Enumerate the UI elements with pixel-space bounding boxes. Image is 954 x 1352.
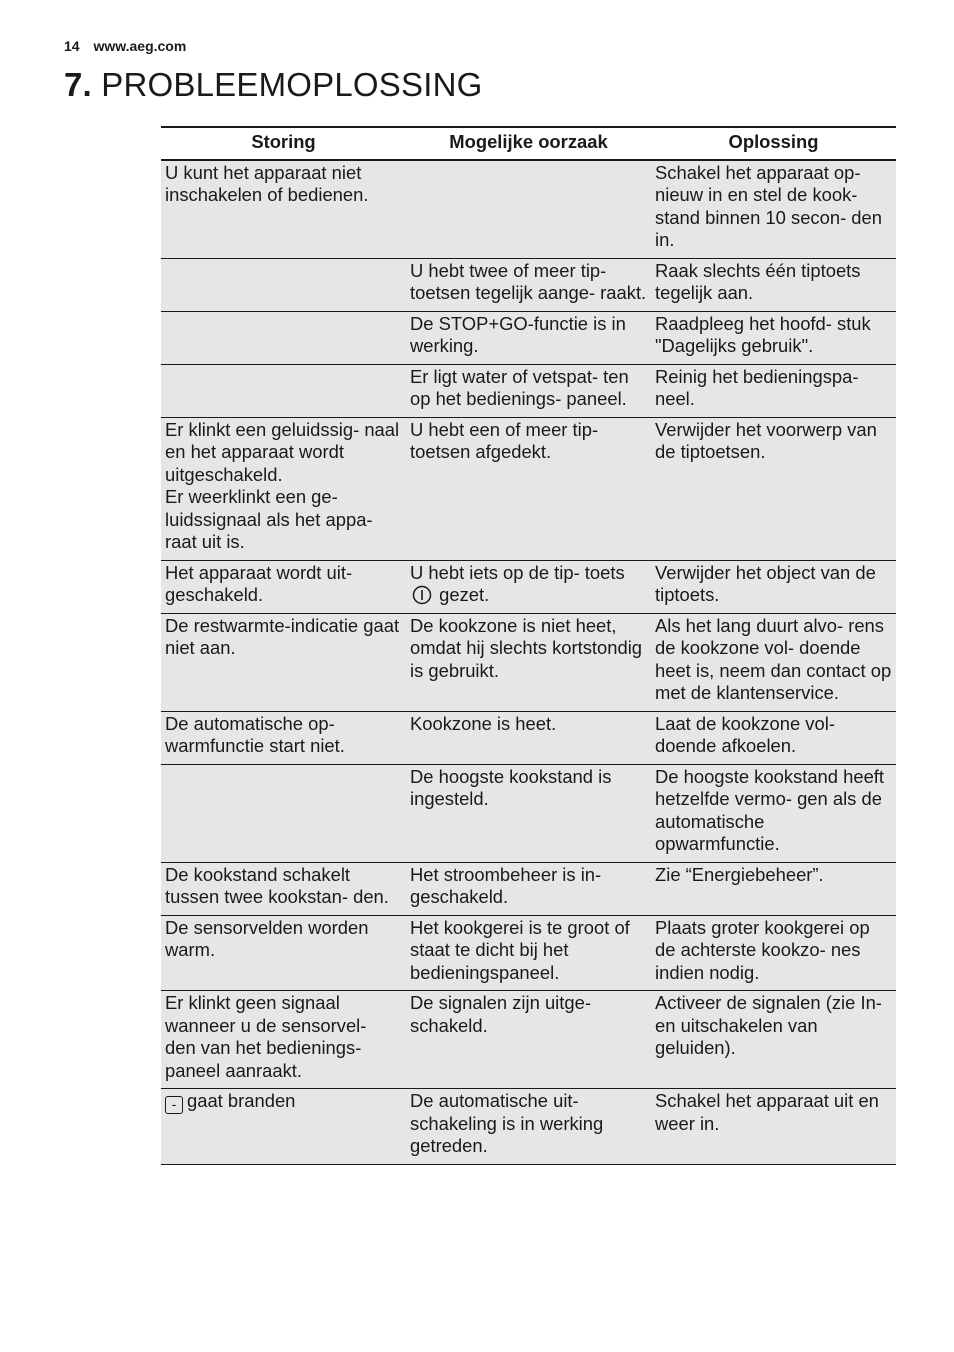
cell-oorzaak: Er ligt water of vetspat- ten op het bedienings- paneel.	[406, 364, 651, 417]
table-row	[161, 613, 896, 711]
table-header-row	[161, 127, 896, 160]
cell-oorzaak: U hebt een of meer tip- toetsen afgedekt.	[406, 417, 651, 560]
cell-storing: Er klinkt geen signaal wanneer u de sensorvel- den van het bedienings- paneel aanraakt.	[161, 991, 406, 1089]
cell-storing	[161, 417, 406, 560]
cell-oplossing: Als het lang duurt alvo- rens de kookzone vol- doende heet is, neem dan contact op met de klantenservice.	[651, 613, 896, 711]
cell-oorzaak	[406, 560, 651, 613]
table-row	[161, 364, 896, 417]
oorzaak-text: U hebt iets op de tip- toets	[410, 561, 625, 583]
table-row	[161, 160, 896, 259]
column-header-oplossing: Oplossing	[651, 127, 896, 160]
oorzaak-text-end: gezet.	[439, 584, 490, 605]
cell-storing	[161, 311, 406, 364]
cell-storing	[161, 764, 406, 862]
page-title	[64, 66, 482, 104]
cell-oorzaak: De signalen zijn uitge- schakeld.	[406, 991, 651, 1089]
troubleshooting-table	[161, 126, 896, 1165]
cell-oplossing: De hoogste kookstand heeft hetzelfde vermo- gen als de automatische opwarmfunctie.	[651, 764, 896, 862]
cell-storing: De automatische op- warmfunctie start niet.	[161, 711, 406, 764]
cell-oorzaak: De kookzone is niet heet, omdat hij slechts kortstondig is gebruikt.	[406, 613, 651, 711]
cell-oplossing: Zie “Energiebeheer”.	[651, 862, 896, 915]
cell-storing	[161, 364, 406, 417]
table-row	[161, 991, 896, 1089]
cell-oplossing: Verwijder het voorwerp van de tiptoetsen.	[651, 417, 896, 560]
cell-oorzaak: Het stroombeheer is in- geschakeld.	[406, 862, 651, 915]
storing-line: Er klinkt een geluidssig- naal en het apparaat wordt uitgeschakeld.	[165, 418, 400, 485]
table-row	[161, 862, 896, 915]
power-icon	[412, 585, 432, 605]
table-row	[161, 311, 896, 364]
cell-oplossing: Laat de kookzone vol- doende afkoelen.	[651, 711, 896, 764]
cell-storing: Het apparaat wordt uit- geschakeld.	[161, 560, 406, 613]
cell-storing	[161, 1089, 406, 1165]
cell-storing: De kookstand schakelt tussen twee kookstan- den.	[161, 862, 406, 915]
cell-oorzaak: Kookzone is heet.	[406, 711, 651, 764]
cell-storing: De restwarmte-indicatie gaat niet aan.	[161, 613, 406, 711]
website-link[interactable]: www.aeg.com	[93, 38, 187, 54]
table-row	[161, 560, 896, 613]
cell-oorzaak: De STOP+GO-functie is in werking.	[406, 311, 651, 364]
table-row	[161, 258, 896, 311]
chapter-title: PROBLEEMOPLOSSING	[101, 66, 483, 103]
cell-oorzaak: Het kookgerei is te groot of staat te dicht bij het bedieningspaneel.	[406, 915, 651, 991]
cell-oorzaak	[406, 160, 651, 259]
cell-oplossing: Raadpleeg het hoofd- stuk "Dagelijks gebruik".	[651, 311, 896, 364]
cell-oorzaak: De hoogste kookstand is ingesteld.	[406, 764, 651, 862]
cell-storing: U kunt het apparaat niet inschakelen of bedienen.	[161, 160, 406, 259]
cell-oplossing: Schakel het apparaat op- nieuw in en stel de kook- stand binnen 10 secon- den in.	[651, 160, 896, 259]
cell-oplossing: Schakel het apparaat uit en weer in.	[651, 1089, 896, 1165]
storing-line: Er weerklinkt een ge- luidssignaal als het appa- raat uit is.	[165, 486, 373, 552]
table-row	[161, 711, 896, 764]
column-header-oorzaak: Mogelijke oorzaak	[406, 127, 651, 160]
cell-oorzaak: U hebt twee of meer tip- toetsen tegelijk aange- raakt.	[406, 258, 651, 311]
cell-oplossing: Verwijder het object van de tiptoets.	[651, 560, 896, 613]
table-row	[161, 1089, 896, 1165]
page-number: 14	[64, 38, 80, 54]
table-row	[161, 764, 896, 862]
column-header-storing: Storing	[161, 127, 406, 160]
cell-oplossing: Reinig het bedieningspa- neel.	[651, 364, 896, 417]
cell-oplossing: Activeer de signalen (zie In- en uitschakelen van geluiden).	[651, 991, 896, 1089]
page-header	[64, 38, 186, 54]
cell-oplossing: Plaats groter kookgerei op de achterste kookzo- nes indien nodig.	[651, 915, 896, 991]
cell-storing	[161, 258, 406, 311]
minus-key-icon: -	[165, 1096, 183, 1114]
cell-oorzaak: De automatische uit- schakeling is in werking getreden.	[406, 1089, 651, 1165]
table-row	[161, 915, 896, 991]
cell-storing: De sensorvelden worden warm.	[161, 915, 406, 991]
cell-oplossing: Raak slechts één tiptoets tegelijk aan.	[651, 258, 896, 311]
chapter-number: 7.	[64, 66, 92, 103]
storing-text: gaat branden	[187, 1090, 296, 1111]
table-row	[161, 417, 896, 560]
